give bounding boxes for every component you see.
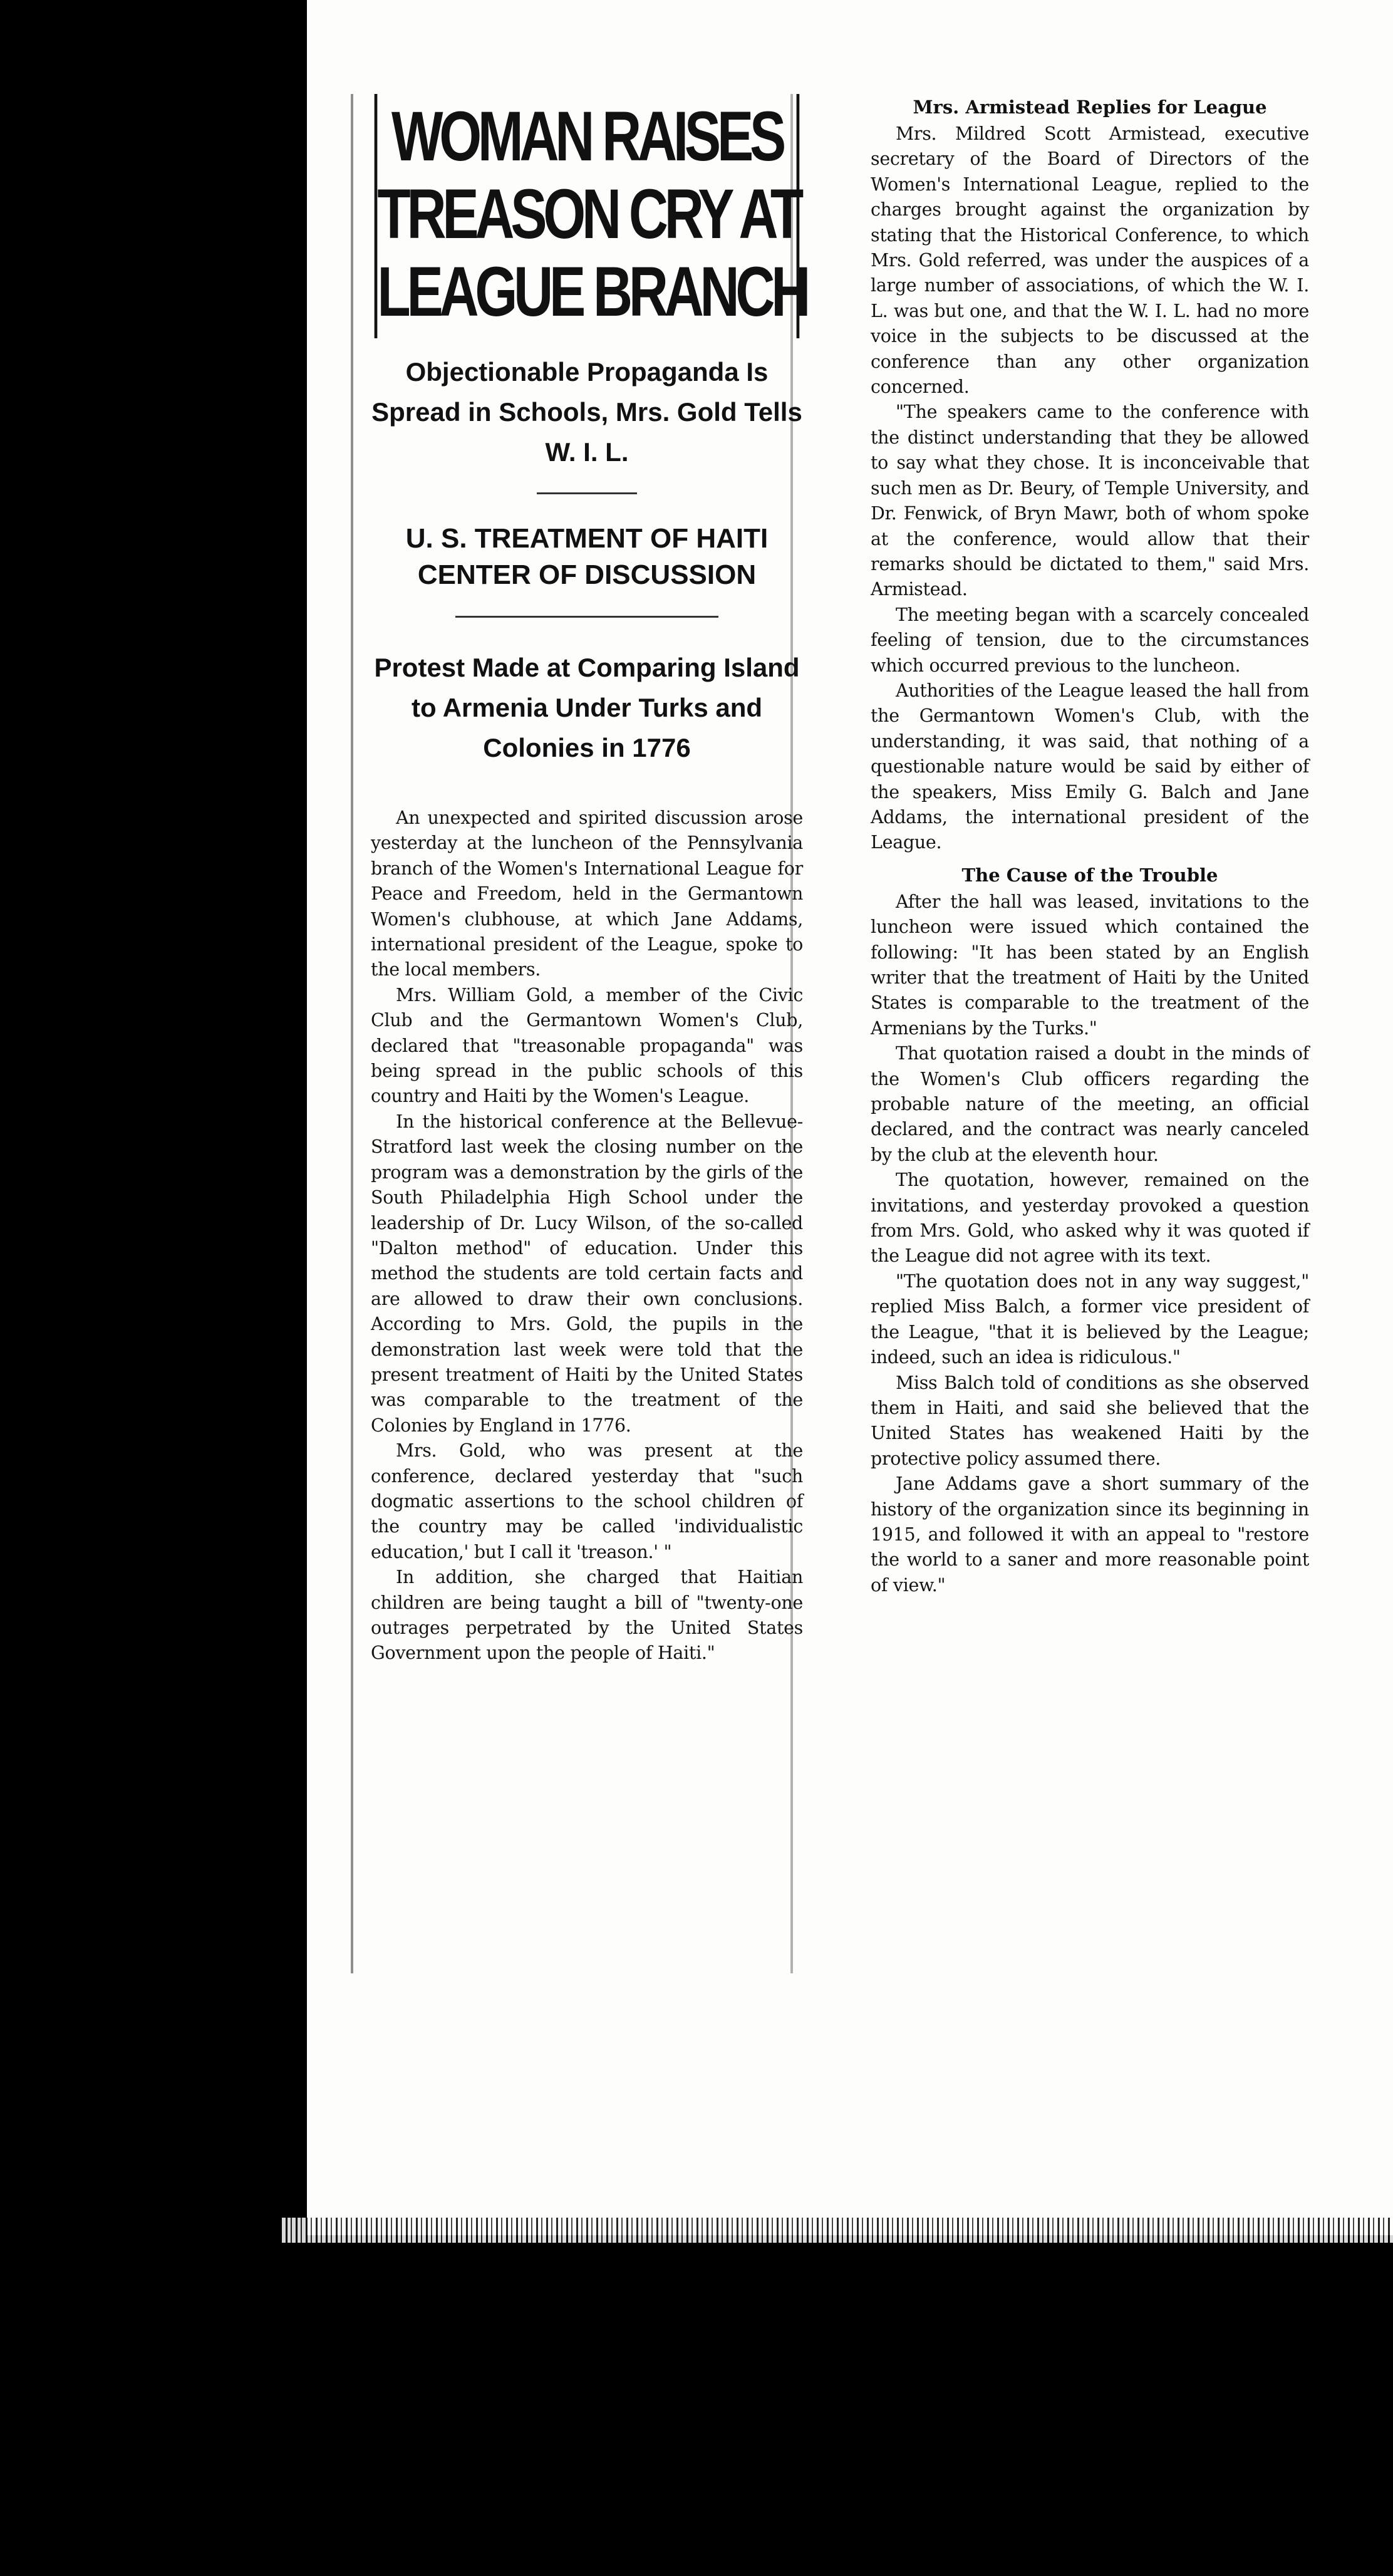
subhead-armistead-replies: Mrs. Armistead Replies for League	[913, 96, 1267, 118]
divider	[537, 492, 637, 494]
paragraph: After the hall was leased, invitations to the luncheon were issued which contained the following: "It has been stated by an English writer that the treatment of Haiti by the United States is comparable to the treatment of the Armenians by the Turks."	[871, 891, 1309, 1039]
paragraph: Authorities of the League leased the hall from the Germantown Women's Club, with the understanding, it was said, that nothing of a questionable nature would be said by either of the speakers, Miss Emily G. Balch and Jane Addams, the international president of the League.	[871, 680, 1309, 853]
paragraph: Mrs. Gold, who was present at the conference, declared yesterday that "such dogmatic assertions to the school children of the country may be called 'individualistic education,' but I call it 'treason.' "	[371, 1440, 803, 1562]
right-body-text-1	[871, 122, 1309, 856]
deck-protest-comparison: Protest Made at Comparing Island to Armenia Under Turks and Colonies in 1776	[374, 653, 800, 762]
paragraph: "The quotation does not in any way suggest," replied Miss Balch, a former vice president of the League, "that it is believed by the League; indeed, such an idea is ridiculous."	[871, 1270, 1309, 1368]
paragraph: That quotation raised a doubt in the minds of the Women's Club officers regarding the probable nature of the meeting, an official declared, and the contract was nearly canceled by the club at the eleventh hour.	[871, 1043, 1309, 1165]
subhead-cause-of-trouble: The Cause of the Trouble	[961, 864, 1218, 886]
deck-haiti-discussion: U. S. TREATMENT OF HAITI CENTER OF DISCUSSION	[405, 523, 769, 590]
headline-line: WOMAN RAISES	[391, 97, 782, 175]
deck-objectionable-propaganda: Objectionable Propaganda Is Spread in Schools, Mrs. Gold Tells W. I. L.	[371, 357, 802, 467]
headline	[375, 94, 807, 338]
paragraph: The quotation, however, remained on the invitations, and yesterday provoked a question from Mrs. Gold, who asked why it was quoted if the League did not agree with its text.	[871, 1170, 1309, 1267]
scan-edge	[282, 2218, 1393, 2243]
headline-line: LEAGUE BRANCH	[377, 252, 807, 331]
paragraph: Jane Addams gave a short summary of the history of the organization since its beginning in 1915, and followed it with an appeal to "restore the world to a saner and more reasonable point of view."	[871, 1473, 1309, 1596]
right-body-text-2	[871, 890, 1309, 1598]
paragraph: The meeting began with a scarcely concealed feeling of tension, due to the circumstances which occurred previous to the luncheon.	[871, 604, 1309, 676]
paragraph: "The speakers came to the conference with the distinct understanding that they be allowed to say what they chose. It is inconceivable that such men as Dr. Beury, of Temple University, and Dr. Fenwick, of Bryn Mawr, both of whom spoke at the conference, would allow that their remarks should be dictated to them," said Mrs. Armistead.	[871, 402, 1309, 600]
paragraph: In the historical conference at the Bellevue-Stratford last week the closing number on the program was a demonstration by the girls of the South Philadelphia High School under the leadership of Dr. Lucy Wilson, of the so-called "Dalton method" of education. Under this method the students are told certain facts and are allowed to draw their own conclusions. According to Mrs. Gold, the pupils in the demonstration last week were told that the present treatment of Haiti by the United States was comparable to the treatment of the Colonies by England in 1776.	[371, 1111, 803, 1436]
paragraph: An unexpected and spirited discussion arose yesterday at the luncheon of the Pennsylvania branch of the Women's International League for Peace and Freedom, held in the Germantown Women's clubhouse, at which Jane Addams, international president of the League, spoke to the local members.	[371, 808, 803, 980]
left-body-text	[371, 806, 803, 1666]
paragraph: Miss Balch told of conditions as she observed them in Haiti, and said she believed that the United States has weakened Haiti by the protective policy assumed there.	[871, 1372, 1309, 1469]
right-column	[871, 94, 1309, 1598]
divider	[455, 616, 718, 618]
paragraph: Mrs. Mildred Scott Armistead, executive secretary of the Board of Directors of the Women's International League, replied to the charges brought against the organization by stating that the Historical Conference, to which Mrs. Gold referred, was under the auspices of a large number of associations, of which the W. I. L. was but one, and that the W. I. L. had no more voice in the subjects to be discussed at the conference than any other organization concerned.	[871, 123, 1309, 398]
headline-line: TREASON CRY AT	[377, 175, 800, 253]
column-border-left	[351, 94, 353, 1973]
paragraph: Mrs. William Gold, a member of the Civic Club and the Germantown Women's Club, declared that "treasonable propaganda" was being spread in the public schools of this country and Haiti by the Women's League.	[371, 984, 803, 1107]
left-column	[371, 94, 807, 1666]
paragraph: In addition, she charged that Haitian children are being taught a bill of "twenty-one outrages perpetrated by the United States Government upon the people of Haiti."	[371, 1567, 803, 1664]
